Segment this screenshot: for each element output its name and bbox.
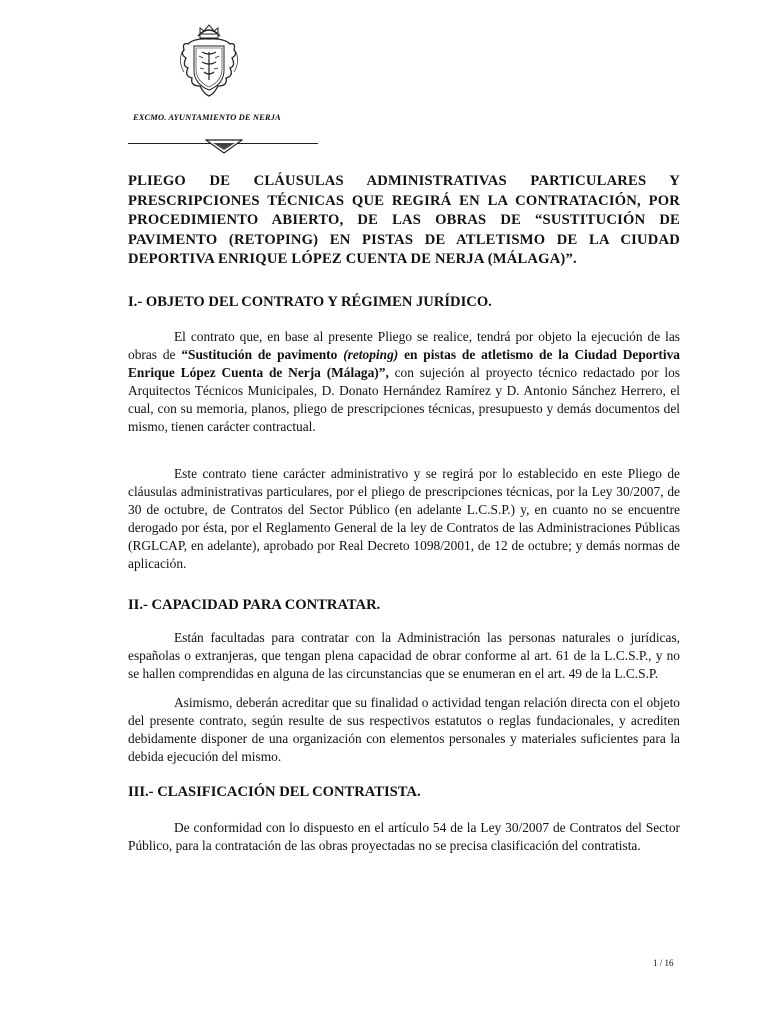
divider-triangle-icon xyxy=(205,139,243,154)
section-3-paragraph-1: De conformidad con lo dispuesto en el artículo 54 de la Ley 30/2007 de Contratos del Sector Público, para la contratación de las obras proyectadas no se precisa clasificación del contratista. xyxy=(128,820,680,853)
section-heading-2: II.- CAPACIDAD PARA CONTRATAR. xyxy=(128,597,381,613)
section-1-paragraph-2: Este contrato tiene carácter administrativo y se regirá por lo establecido en este Pliego de cláusulas administrativas particulares, por el pliego de prescripciones técnicas, por la Ley 30/2007, de 30 de octubre, de Contratos del Sector Público (en adelante L.C.S.P.) y, en cuanto no se encuentre derogado por ésta, por el Reglamento General de la ley de Contratos de las Administraciones Públicas (RGLCAP, en adelante), aprobado por Real Decreto 1098/2001, de 12 de octubre; y demás normas de aplicación. xyxy=(128,466,680,571)
document-title: PLIEGO DE CLÁUSULAS ADMINISTRATIVAS PARTICULARES Y PRESCRIPCIONES TÉCNICAS QUE REGIRÁ EN LA CONTRATACIÓN, POR PROCEDIMIENTO ABIERTO, DE LAS OBRAS DE “SUSTITUCIÓN DE PAVIMENTO (RETOPING) EN PISTAS DE ATLETISMO DE LA CIUDAD DEPORTIVA ENRIQUE LÓPEZ CUENTA DE NERJA (MÁLAGA)”. xyxy=(128,173,680,267)
section-2-paragraph-2: Asimismo, deberán acreditar que su finalidad o actividad tengan relación directa con el objeto del presente contrato, según resulte de sus respectivos estatutos o reglas fundacionales, y acrediten debidamente disponer de una organización con elementos personales y materiales suficientes para la debida ejecución del mismo. xyxy=(128,695,680,764)
coat-of-arms-icon xyxy=(178,22,240,100)
section-heading-1: I.- OBJETO DEL CONTRATO Y RÉGIMEN JURÍDICO. xyxy=(128,294,492,310)
page-number: 1 / 16 xyxy=(653,958,674,968)
section-heading-3: III.- CLASIFICACIÓN DEL CONTRATISTA. xyxy=(128,784,421,800)
section-1-paragraph-1: El contrato que, en base al presente Pliego se realice, tendrá por objeto la ejecución de las obras de “Sustitución de pavimento (retoping) en pistas de atletismo de la Ciudad Deportiva Enrique López Cuenta de Nerja (Málaga)”, con sujeción al proyecto técnico redactado por los Arquitectos Técnicos Municipales, D. Donato Hernández Ramírez y D. Antonio Sánchez Herrero, el cual, con su memoria, planos, pliego de prescripciones técnicas, presupuesto y demás documentos del mismo, tienen carácter contractual. xyxy=(128,329,681,434)
organization-name: EXCMO. AYUNTAMIENTO DE NERJA xyxy=(133,112,281,122)
section-2-paragraph-1: Están facultadas para contratar con la Administración las personas naturales o jurídicas, españolas o extranjeras, que tengan plena capacidad de obrar conforme al art. 61 de la L.C.S.P., y no se hallen comprendidas en alguna de las circunstancias que se enumeran en el art. 49 de la L.C.S.P. xyxy=(128,630,680,681)
